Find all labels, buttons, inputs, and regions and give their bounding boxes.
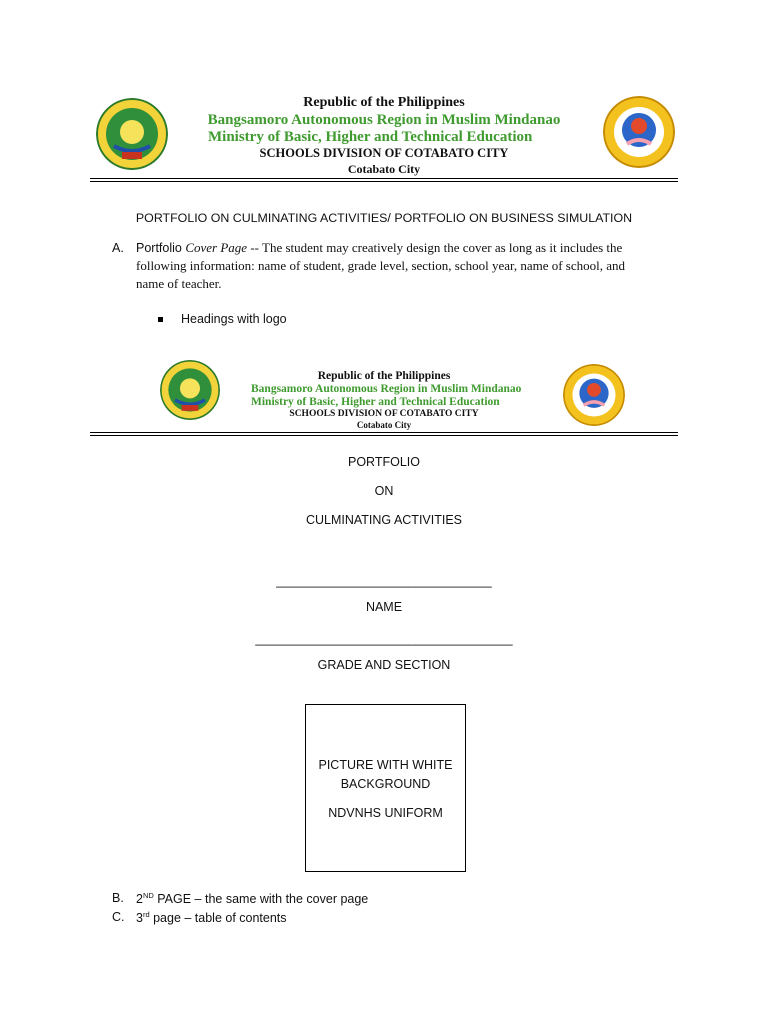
section-b-text: 2ND PAGE – the same with the cover page xyxy=(136,891,369,907)
sample-header-rule-bottom xyxy=(90,435,678,436)
photo-label-line3: NDVNHS UNIFORM xyxy=(328,806,443,820)
sample-header-ministry: Ministry of Basic, Higher and Technical Education xyxy=(251,396,500,408)
photo-label-line1: PICTURE WITH WHITE xyxy=(318,758,453,772)
cover-page-italic: Cover Page xyxy=(185,240,248,255)
header-ministry: Ministry of Basic, Higher and Technical Education xyxy=(208,129,533,145)
header-rule-bottom xyxy=(90,181,678,182)
name-label: NAME xyxy=(365,600,403,614)
section-a-line1: Portfolio Cover Page -- The student may creatively design the cover as long as it includes the xyxy=(136,240,623,255)
barmm-seal-logo xyxy=(96,98,168,170)
photo-placeholder-box xyxy=(305,704,466,872)
sample-header-region: Bangsamoro Autonomous Region in Muslim Mindanao xyxy=(251,383,522,395)
page-heading: PORTFOLIO ON CULMINATING ACTIVITIES/ PORTFOLIO ON BUSINESS SIMULATION xyxy=(135,211,633,225)
bullet-headings-with-logo: Headings with logo xyxy=(181,312,287,326)
name-blank-line: _______________________________ xyxy=(276,574,492,588)
section-a-letter: A. xyxy=(112,241,124,255)
header-region: Bangsamoro Autonomous Region in Muslim Mindanao xyxy=(207,112,561,128)
sample-header-rule-top xyxy=(90,432,678,433)
barmm-seal-logo-small xyxy=(160,360,220,420)
header-city: Cotabato City xyxy=(347,162,421,176)
sample-header-division: SCHOOLS DIVISION OF COTABATO CITY xyxy=(289,409,479,419)
division-cotabato-seal-logo xyxy=(603,96,675,168)
cover-on: ON xyxy=(374,484,394,498)
section-c-letter: C. xyxy=(112,910,125,924)
section-a-line2: following information: name of student, grade level, section, school year, name of school, and xyxy=(136,258,626,273)
sample-header-republic: Republic of the Philippines xyxy=(317,370,451,382)
header-republic: Republic of the Philippines xyxy=(303,95,465,110)
sample-header-city: Cotabato City xyxy=(356,420,412,430)
cover-portfolio: PORTFOLIO xyxy=(347,455,420,469)
section-c-text: 3rd page – table of contents xyxy=(136,910,287,926)
grade-blank-line: _____________________________________ xyxy=(255,632,513,646)
grade-section-label: GRADE AND SECTION xyxy=(317,658,451,672)
section-a-line3: name of teacher. xyxy=(136,276,222,291)
section-b-letter: B. xyxy=(112,891,124,905)
photo-label-line2: BACKGROUND xyxy=(340,777,431,791)
header-division: SCHOOLS DIVISION OF COTABATO CITY xyxy=(259,146,509,160)
division-cotabato-seal-logo-small xyxy=(563,364,625,426)
section-a-paragraph xyxy=(136,239,666,293)
header-rule-top xyxy=(90,178,678,179)
cover-culminating-activities: CULMINATING ACTIVITIES xyxy=(305,513,463,527)
square-bullet-icon xyxy=(158,317,163,322)
